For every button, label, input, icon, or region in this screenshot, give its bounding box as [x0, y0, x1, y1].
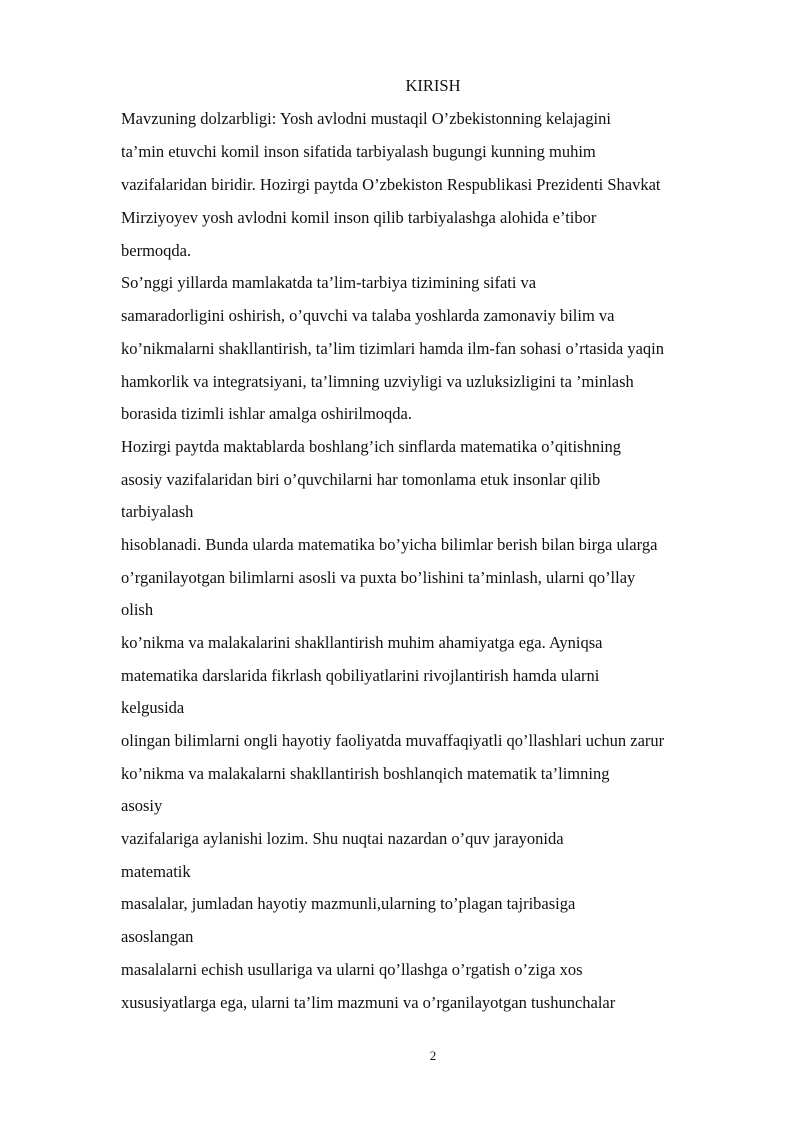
text-line-10: borasida tizimli ishlar amalga oshirilmoqda. [121, 404, 412, 423]
text-line-1: Mavzuning dolzarbligi: Yosh avlodni mustaqil O’zbekistonning kelajagini [121, 109, 611, 128]
text-line-9: hamkorlik va integratsiyani, ta’limning uzviyligi va uzluksizligini ta ’minlash [121, 372, 634, 391]
text-line-4: Mirziyoyev yosh avlodni komil inson qilib tarbiyalashga alohida e’tibor [121, 208, 597, 227]
text-line-15: o’rganilayotgan bilimlarni asosli va puxta bo’lishini ta’minlash, ularni qo’llay [121, 568, 636, 587]
text-line-20: olingan bilimlarni ongli hayotiy faoliyatda muvaffaqiyatli qo’llashlari uchun zarur [121, 731, 665, 750]
text-line-27: masalalarni echish usullariga va ularni qo’llashga o’rgatish o’ziga xos [121, 960, 583, 979]
text-line-28: xususiyatlarga ega, ularni ta’lim mazmuni va o’rganilayotgan tushunchalar [121, 993, 616, 1012]
text-line-26: asoslangan [121, 927, 194, 946]
text-line-2: ta’min etuvchi komil inson sifatida tarbiyalash bugungi kunning muhim [121, 142, 596, 161]
text-line-18: matematika darslarida fikrlash qobiliyatlarini rivojlantirish hamda ularni [121, 666, 600, 685]
text-line-7: samaradorligini oshirish, o’quvchi va talaba yoshlarda zamonaviy bilim va [121, 306, 615, 325]
text-line-14: hisoblanadi. Bunda ularda matematika bo’yicha bilimlar berish bilan birga ularga [121, 535, 658, 554]
text-line-3: vazifalaridan biridir. Hozirgi paytda O’zbekiston Respublikasi Prezidenti Shavkat [121, 175, 661, 194]
text-line-12: asosiy vazifalaridan biri o’quvchilarni har tomonlama etuk insonlar qilib [121, 470, 601, 489]
text-line-5: bermoqda. [121, 241, 192, 260]
text-line-19: kelgusida [121, 698, 185, 717]
text-line-8: ko’nikmalarni shakllantirish, ta’lim tizimlari hamda ilm-fan sohasi o’rtasida yaqin [121, 339, 664, 358]
text-line-16: olish [121, 600, 154, 619]
text-line-23: vazifalariga aylanishi lozim. Shu nuqtai nazardan o’quv jarayonida [121, 829, 564, 848]
section-heading: KIRISH [405, 76, 461, 95]
text-line-13: tarbiyalash [121, 502, 194, 521]
text-line-21: ko’nikma va malakalarni shakllantirish boshlanqich matematik ta’limning [121, 764, 610, 783]
page-number: 2 [429, 1048, 437, 1063]
text-line-6: So’nggi yillarda mamlakatda ta’lim-tarbiya tizimining sifati va [121, 273, 537, 292]
text-line-25: masalalar, jumladan hayotiy mazmunli,ularning to’plagan tajribasiga [121, 894, 576, 913]
text-line-24: matematik [121, 862, 191, 881]
text-line-11: Hozirgi paytda maktablarda boshlang’ich sinflarda matematika o’qitishning [121, 437, 622, 456]
text-line-17: ko’nikma va malakalarini shakllantirish muhim ahamiyatga ega. Ayniqsa [121, 633, 603, 652]
text-line-22: asosiy [121, 796, 163, 815]
